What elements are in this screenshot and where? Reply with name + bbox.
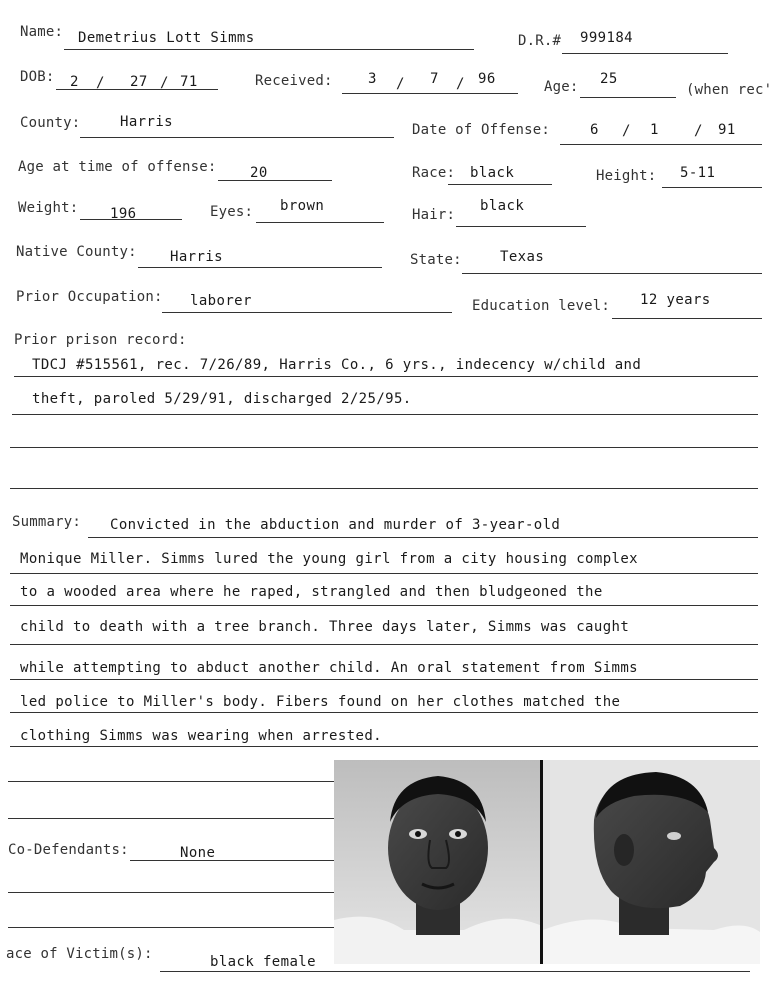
age-value: 25 — [600, 71, 618, 87]
summary-rule-2 — [10, 573, 758, 574]
race-of-victims-label: ace of Victim(s): — [6, 946, 153, 962]
age-at-offense-label: Age at time of offense: — [18, 159, 217, 175]
summary-line-7: clothing Simms was wearing when arrested. — [20, 728, 382, 744]
front-left-pupil — [415, 831, 421, 837]
age-label: Age: — [544, 79, 579, 95]
summary-rule-4 — [10, 644, 758, 645]
date-of-offense-label: Date of Offense: — [412, 122, 551, 138]
profile-ear — [614, 834, 634, 866]
education-level-label: Education level: — [472, 298, 611, 314]
hair-label: Hair: — [412, 207, 456, 223]
prior-record-line-1: TDCJ #515561, rec. 7/26/89, Harris Co., 6 yrs., indecency w/child and — [32, 357, 642, 373]
dr-line — [562, 53, 728, 54]
dr-value: 999184 — [580, 30, 633, 46]
race-of-victims-value: black female — [210, 954, 316, 970]
received-year: 96 — [478, 71, 496, 87]
hair-value: black — [480, 198, 525, 214]
co-defendants-label: Co-Defendants: — [8, 842, 129, 858]
summary-rule-6 — [10, 712, 758, 713]
profile-eye — [667, 832, 681, 840]
name-value: Demetrius Lott Simms — [78, 30, 255, 46]
dob-line — [56, 89, 218, 90]
state-label: State: — [410, 252, 462, 268]
when-received-note: (when rec' — [686, 82, 773, 98]
race-of-victims-line — [160, 971, 750, 972]
native-county-value: Harris — [170, 249, 223, 265]
summary-rule-5 — [10, 679, 758, 680]
weight-line — [80, 219, 182, 220]
dob-year: 71 — [180, 74, 198, 90]
summary-line-5: while attempting to abduct another child. An oral statement from Simms — [20, 660, 639, 676]
education-level-value: 12 years — [640, 292, 711, 308]
age-at-offense-line — [218, 180, 332, 181]
summary-label: Summary: — [12, 514, 82, 530]
age-at-offense-value: 20 — [250, 165, 268, 181]
summary-line-6: led police to Miller's body. Fibers found on her clothes matched the — [20, 694, 621, 710]
blank-rule-3 — [8, 892, 334, 893]
co-defendants-line — [130, 860, 334, 861]
offense-day: 1 — [650, 122, 659, 138]
prior-record-line-2: theft, paroled 5/29/91, discharged 2/25/95. — [32, 391, 412, 407]
weight-value: 196 — [110, 206, 137, 222]
county-value: Harris — [120, 114, 173, 130]
mugshot-photos — [334, 760, 760, 964]
blank-rule-4 — [8, 927, 334, 928]
received-month: 3 — [368, 71, 377, 87]
prior-prison-record-label: Prior prison record: — [14, 332, 187, 348]
prior-record-rule-1 — [14, 376, 758, 377]
dob-day: 27 — [130, 74, 148, 90]
race-line — [448, 184, 552, 185]
received-slash-2: / — [456, 76, 465, 92]
mugshot-image — [334, 760, 760, 964]
offense-date-line — [560, 144, 762, 145]
dr-label: D.R.# — [518, 33, 562, 49]
name-line — [64, 49, 474, 50]
county-line — [80, 137, 394, 138]
dob-month: 2 — [70, 74, 79, 90]
native-county-label: Native County: — [16, 244, 137, 260]
height-label: Height: — [596, 168, 657, 184]
offense-year: 91 — [718, 122, 736, 138]
summary-rule-3 — [10, 605, 758, 606]
state-line — [462, 273, 762, 274]
prior-record-rule-3 — [10, 447, 758, 448]
summary-line-1: Convicted in the abduction and murder of 3-year-old — [110, 517, 561, 533]
state-value: Texas — [500, 249, 545, 265]
prior-occupation-line — [162, 312, 452, 313]
county-label: County: — [20, 115, 81, 131]
eyes-value: brown — [280, 198, 325, 214]
native-county-line — [138, 267, 382, 268]
eyes-line — [256, 222, 384, 223]
prior-record-rule-4 — [10, 488, 758, 489]
offense-slash-1: / — [622, 123, 631, 139]
offense-slash-2: / — [694, 123, 703, 139]
name-label: Name: — [20, 24, 64, 40]
education-level-line — [612, 318, 762, 319]
dob-slash-1: / — [96, 75, 105, 91]
prior-occupation-label: Prior Occupation: — [16, 289, 163, 305]
received-line — [342, 93, 518, 94]
weight-label: Weight: — [18, 200, 79, 216]
summary-rule-1 — [88, 537, 758, 538]
height-line — [662, 187, 762, 188]
received-label: Received: — [255, 73, 333, 89]
summary-line-4: child to death with a tree branch. Three days later, Simms was caught — [20, 619, 630, 635]
blank-rule-2 — [8, 818, 334, 819]
race-value: black — [470, 165, 515, 181]
received-slash-1: / — [396, 76, 405, 92]
age-line — [580, 97, 676, 98]
dob-label: DOB: — [20, 69, 55, 85]
dob-slash-2: / — [160, 75, 169, 91]
prior-record-rule-2 — [12, 414, 758, 415]
hair-line — [456, 226, 586, 227]
blank-rule-1 — [8, 781, 334, 782]
eyes-label: Eyes: — [210, 204, 254, 220]
summary-rule-7 — [10, 746, 758, 747]
received-day: 7 — [430, 71, 439, 87]
photo-divider — [540, 760, 543, 964]
co-defendants-value: None — [180, 845, 216, 861]
race-label: Race: — [412, 165, 456, 181]
offense-month: 6 — [590, 122, 599, 138]
front-right-pupil — [455, 831, 461, 837]
prior-occupation-value: laborer — [190, 293, 252, 309]
summary-line-2: Monique Miller. Simms lured the young girl from a city housing complex — [20, 551, 639, 567]
height-value: 5-11 — [680, 165, 716, 181]
summary-line-3: to a wooded area where he raped, strangled and then bludgeoned the — [20, 584, 603, 600]
